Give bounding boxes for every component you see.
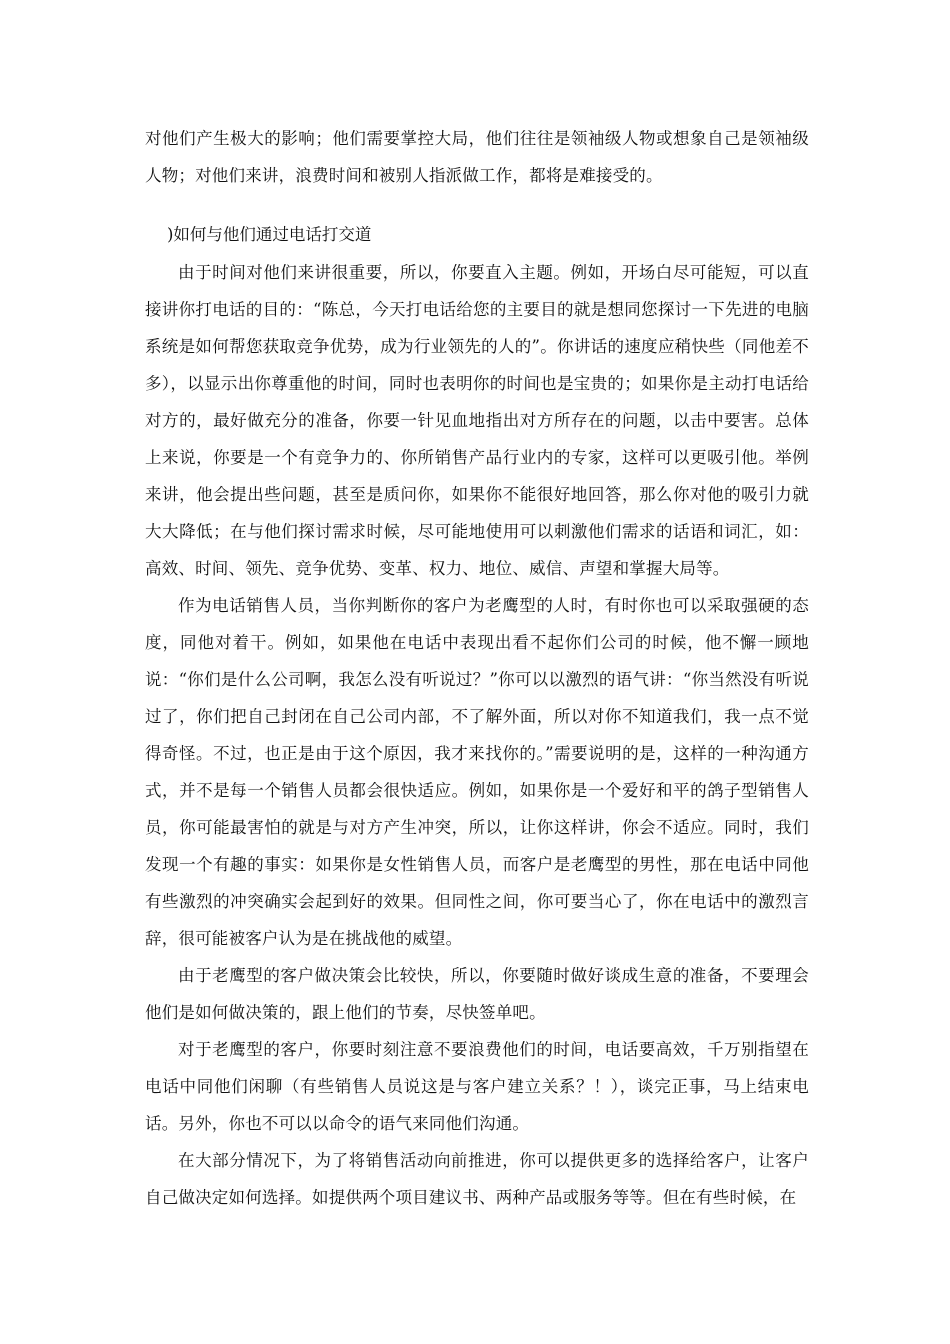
document-page — [145, 120, 809, 1216]
paragraph-fast-decision: 由于老鹰型的客户做决策会比较快，所以，你要随时做好谈成生意的准备，不要理会他们是如何做决策的，跟上他们的节奏，尽快签单吧。 — [145, 966, 809, 1022]
paragraph-offer-choices: 在大部分情况下，为了将销售活动向前推进，你可以提供更多的选择给客户，让客户自己做决定如何选择。如提供两个项目建议书、两种产品或服务等等。但在有些时候，在 — [145, 1151, 809, 1207]
paragraph-intro-continuation: 对他们产生极大的影响；他们需要掌控大局，他们往往是领袖级人物或想象自己是领袖级人物；对他们来讲，浪费时间和被别人指派做工作，都将是难接受的。 — [145, 129, 809, 185]
paragraph-save-time: 对于老鹰型的客户，你要时刻注意不要浪费他们的时间，电话要高效，千万别指望在电话中同他们闲聊（有些销售人员说这是与客户建立关系？！），谈完正事，马上结束电话。另外，你也不可以以命令的语气来同他们沟通。 — [145, 1040, 809, 1133]
paragraph-firm-attitude: 作为电话销售人员，当你判断你的客户为老鹰型的人时，有时你也可以采取强硬的态度，同他对着干。例如，如果他在电话中表现出看不起你们公司的时候，他不懈一顾地说：“你们是什么公司啊，我怎么没有听说过？”你可以以激烈的语气讲：“你当然没有听说过了，你们把自己封闭在自己公司内部，不了解外面，所以对你不知道我们，我一点不觉得奇怪。不过，也正是由于这个原因，我才来找你的。”需要说明的是，这样的一种沟通方式，并不是每一个销售人员都会很快适应。例如，如果你是一个爱好和平的鸽子型销售人员，你可能最害怕的就是与对方产生冲突，所以，让你这样讲，你会不适应。同时，我们发现一个有趣的事实：如果你是女性销售人员，而客户是老鹰型的男性，那在电话中同他有些激烈的冲突确实会起到好的效果。但同性之间，你可要当心了，你在电话中的激烈言辞，很可能被客户认为是在挑战他的威望。 — [145, 596, 809, 948]
section-heading: )如何与他们通过电话打交道 — [167, 225, 372, 244]
paragraph-get-to-point: 由于时间对他们来讲很重要，所以，你要直入主题。例如，开场白尽可能短，可以直接讲你打电话的目的：“陈总，今天打电话给您的主要目的就是想同您探讨一下先进的电脑系统是如何帮您获取竞争优势，成为行业领先的人的”。你讲话的速度应稍快些（同他差不多），以显示出你尊重他的时间，同时也表明你的时间也是宝贵的；如果你是主动打电话给对方的，最好做充分的准备，你要一针见血地指出对方所存在的问题，以击中要害。总体上来说，你要是一个有竞争力的、你所销售产品行业内的专家，这样可以更吸引他。举例来讲，他会提出些问题，甚至是质问你，如果你不能很好地回答，那么你对他的吸引力就大大降低；在与他们探讨需求时候，尽可能地使用可以刺激他们需求的话语和词汇，如：高效、时间、领先、竞争优势、变革、权力、地位、威信、声望和掌握大局等。 — [145, 263, 809, 578]
